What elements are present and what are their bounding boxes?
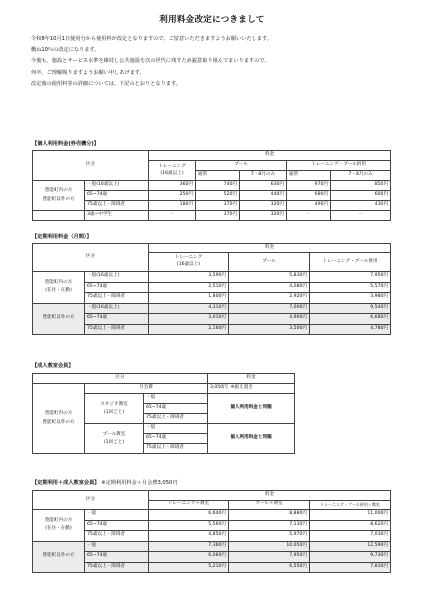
fee-cell: 2,510円 [149, 282, 229, 293]
fee-cell: 490円 [287, 201, 331, 211]
header-training-label: トレーニング [174, 255, 203, 261]
fee-cell: 370円 [196, 211, 240, 221]
fee-cell: 11,000円 [310, 510, 391, 521]
header-ryokin: 料金 [208, 374, 295, 384]
header-ryokin: 料金 [149, 151, 391, 161]
fee-cell: 7,950円 [229, 552, 310, 563]
header-pool-class: プール＋教室 [229, 500, 310, 510]
row-label: 一般 [85, 541, 149, 552]
fee-cell: 9,730円 [310, 552, 391, 563]
fee-cell: — [331, 211, 391, 221]
intro-line: 今後も、施設とサービス水準を維持し公共施設を次の世代に残すため鋭意取り組んでまいりますので、 [31, 58, 270, 65]
fee-cell: 5,970円 [229, 531, 310, 542]
monthly-fee-value: 3,050円 [210, 385, 228, 391]
studio-class-label: スタジオ教室 (1回ごと) [85, 394, 144, 424]
fee-cell: 2,160円 [149, 324, 229, 335]
fee-cell: 320円 [240, 211, 287, 221]
header-training [149, 161, 196, 181]
pool-class-label: プール教室 (1回ごと) [85, 424, 144, 454]
intro-line: 何卒、ご理解賜りますようお願い申しあげます。 [31, 69, 145, 76]
header-kubun: 区分 [33, 151, 149, 181]
row-label: 75歳以上・障碍者 [144, 444, 208, 454]
section-title-individual: 【個人利用料金(券売機分)】 [32, 141, 99, 147]
intro-line: 改定後の使用料等の詳細については、下記のとおりとなります。 [31, 80, 181, 87]
header-training-label: トレーニング [158, 163, 186, 169]
header-training [149, 253, 229, 272]
row-label: 65~74歳 [144, 434, 208, 444]
fee-cell: 3,980円 [310, 293, 391, 304]
individual-fee-table [32, 150, 391, 221]
fee-cell: 600円 [331, 191, 391, 201]
fee-cell: 4,080円 [229, 282, 310, 293]
fee-cell: 4,850円 [149, 531, 229, 542]
fee-cell: 740円 [196, 181, 240, 191]
fee-cell: 520円 [196, 191, 240, 201]
class-member-table [32, 373, 295, 454]
section-title-combined [32, 479, 178, 486]
row-label: 65~74歳 [85, 191, 149, 201]
row-label: 75歳以上・障碍者 [85, 531, 149, 542]
header-training-sub: (16歳以上) [176, 262, 201, 267]
fee-cell: 180円 [149, 201, 196, 211]
fee-cell: 370円 [196, 201, 240, 211]
row-label: 一般(16歳以上) [85, 181, 149, 191]
intro-line: 令和8年10月1日使用分から使用料が改定となりますので、ご留意いただきますようお願いいたします。 [31, 36, 272, 42]
header-kubun: 区分 [33, 244, 149, 272]
header-kubun: 区分 [33, 491, 149, 510]
combined-fee-table [32, 490, 391, 573]
header-combo-class: トレーニング・プール併用＋教室 [310, 500, 391, 510]
header-combo: トレーニング・プール併用 [287, 161, 391, 171]
row-label: 75歳以上・障碍者 [85, 293, 149, 304]
fee-cell: 4,900円 [229, 314, 310, 325]
page-title: 利用料金改定につきまして [159, 15, 265, 25]
header-summer: 7・8月のみ [331, 171, 391, 181]
fee-cell: 680円 [287, 191, 331, 201]
group-label: 豊能町以外の方 [33, 541, 85, 573]
row-label: 一般 [144, 394, 208, 404]
fee-cell: 7,830円 [310, 562, 391, 573]
fee-cell: 7,130円 [229, 520, 310, 531]
row-label: 3歳~中学生 [85, 211, 149, 221]
blank-cell [33, 211, 85, 221]
row-label: 75歳以上・障碍者 [85, 201, 149, 211]
fee-cell: 12,590円 [310, 541, 391, 552]
combined-note: ※定期利用料金＋月会費3,050円 [101, 480, 178, 486]
fee-cell: 9,540円 [310, 303, 391, 314]
section-title-class-member: 【成人教室会員】 [32, 363, 74, 369]
row-label: 一般 [85, 510, 149, 521]
fee-cell: 430円 [331, 201, 391, 211]
row-label: 65~74歳 [85, 552, 149, 563]
fee-cell: 360円 [149, 181, 196, 191]
group-label: 豊能町内の方 (在住・在勤) [33, 510, 85, 542]
fee-cell: 970円 [287, 181, 331, 191]
fee-cell: 6,640円 [149, 510, 229, 521]
row-label: 65~74歳 [144, 404, 208, 414]
header-kubun: 区分 [33, 374, 208, 384]
fee-cell: 7,950円 [310, 272, 391, 283]
fee-cell: 6,680円 [310, 314, 391, 325]
fee-cell: 5,210円 [149, 562, 229, 573]
header-ryokin: 料金 [149, 244, 391, 253]
fee-cell: 250円 [149, 191, 196, 201]
fee-cell: — [287, 211, 331, 221]
row-label: 75歳以上・障碍者 [144, 414, 208, 424]
monthly-fee-note: ※据え置き [230, 385, 253, 391]
fee-cell: 2,920円 [229, 293, 310, 304]
row-label: 一般(16歳以上) [85, 272, 149, 283]
group-label: 豊能町内の方 豊能町以外の方 [33, 181, 85, 211]
header-pool: プール [196, 161, 287, 171]
group-label: 豊能町内の方 (在住・在勤) [33, 272, 85, 304]
row-label: 一般(16歳以上) [85, 303, 149, 314]
fee-cell: 7,360円 [149, 541, 229, 552]
header-summer: 7・8月のみ [240, 171, 287, 181]
monthly-fee-label: 月会費 [85, 384, 208, 394]
row-label: 75歳以上・障碍者 [85, 562, 149, 573]
fee-cell: 3,500円 [229, 324, 310, 335]
header-training-sub: (16歳以上) [160, 170, 184, 176]
fee-cell: 8,880円 [229, 510, 310, 521]
fee-cell: 320円 [240, 201, 287, 211]
intro-line: 概ね10％の改定になります。 [31, 47, 100, 54]
same-as-individual: 個人利用料金と同額 [208, 424, 295, 454]
same-as-individual: 個人利用料金と同額 [208, 394, 295, 424]
row-label: 65~74歳 [85, 520, 149, 531]
fee-cell: 5,570円 [310, 282, 391, 293]
fee-cell: 440円 [240, 191, 287, 201]
fee-cell: 4,310円 [149, 303, 229, 314]
group-label: 豊能町以外の方 [33, 303, 85, 335]
header-combo: トレーニング・プール併用 [310, 253, 391, 272]
fee-cell: 7,030円 [310, 531, 391, 542]
fee-cell: 5,560円 [149, 520, 229, 531]
header-training-class: トレーニング＋教室 [149, 500, 229, 510]
fee-cell: 6,550円 [229, 562, 310, 573]
intro-text [31, 34, 397, 90]
monthly-fee-cell [208, 384, 295, 394]
row-label: 65~74歳 [85, 314, 149, 325]
group-label: 豊能町内の方 豊能町以外の方 [33, 384, 85, 454]
fee-cell: 630円 [240, 181, 287, 191]
fee-cell: 7,000円 [229, 303, 310, 314]
fee-cell: 1,800円 [149, 293, 229, 304]
fee-cell: 4,780円 [310, 324, 391, 335]
header-ryokin: 料金 [149, 491, 391, 501]
header-pool: プール [229, 253, 310, 272]
fee-cell: 850円 [331, 181, 391, 191]
row-label: 一般 [144, 424, 208, 434]
header-normal: 通常 [196, 171, 240, 181]
fee-cell: 3,010円 [149, 314, 229, 325]
fee-cell: 3,590円 [149, 272, 229, 283]
section-title-monthly: 【定期利用料金（月間）】 [32, 234, 92, 240]
fee-cell: 10,050円 [229, 541, 310, 552]
monthly-fee-table [32, 243, 391, 335]
fee-cell: 6,060円 [149, 552, 229, 563]
combined-title: 【定期利用＋成人教室会員】 [32, 480, 100, 486]
fee-cell: 5,830円 [229, 272, 310, 283]
row-label: 75歳以上・障碍者 [85, 324, 149, 335]
row-label: 65~74歳 [85, 282, 149, 293]
fee-cell: — [149, 211, 196, 221]
fee-cell: 8,620円 [310, 520, 391, 531]
header-normal: 通常 [287, 171, 331, 181]
